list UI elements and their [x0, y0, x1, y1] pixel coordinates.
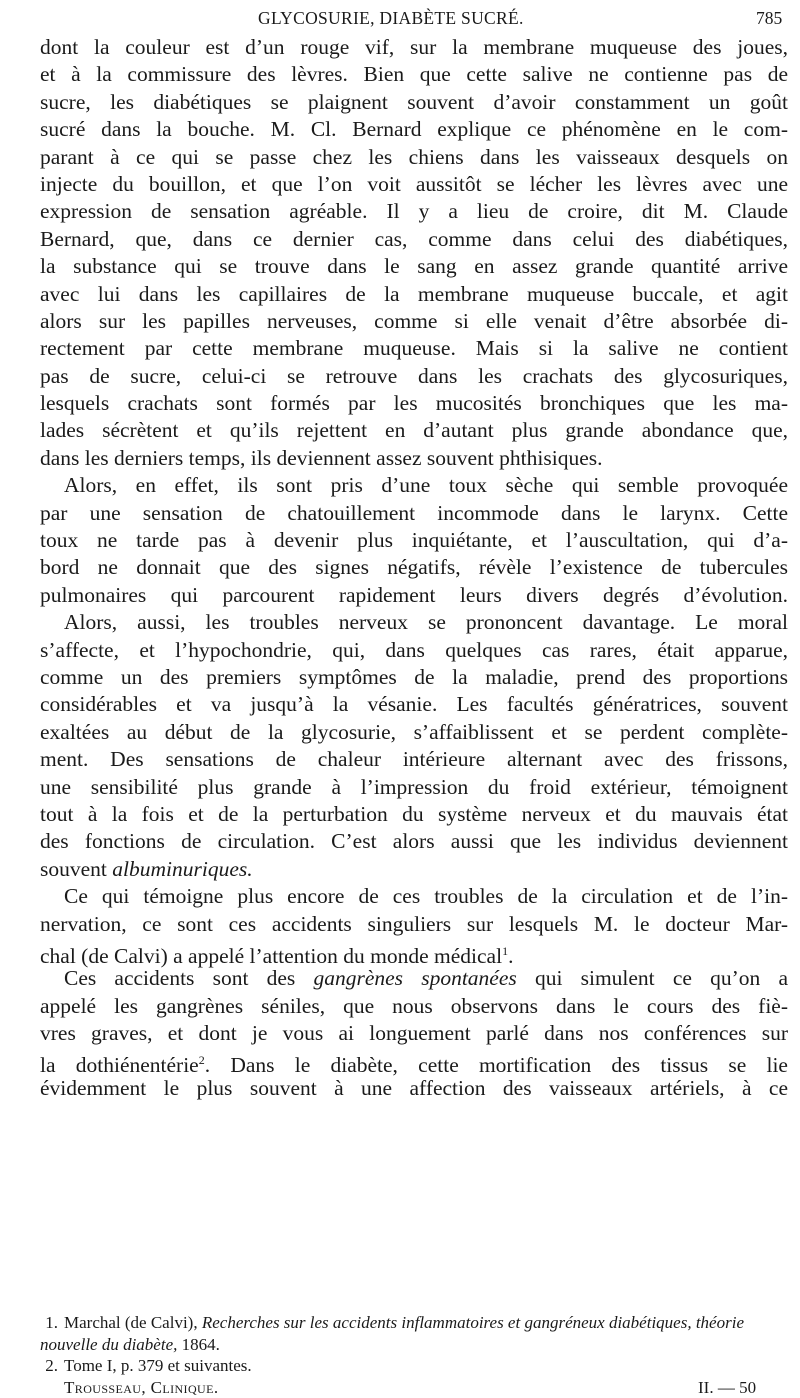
text-line: exaltées au début de la glycosurie, s’affaiblissent et se perdent complète- [40, 719, 788, 746]
footnote-number: 1. [40, 1312, 58, 1334]
text-line: vres graves, et dont je vous ai longuement parlé dans nos conférences sur [40, 1020, 788, 1047]
text-fragment: Ces accidents sont des [64, 966, 295, 990]
text-line: considérables et va jusqu’à la vésanie. Les facultés génératrices, souvent [40, 691, 788, 718]
text-fragment: . Dans le diabète, cette mortification des tissus se lie [205, 1054, 788, 1078]
text-line [40, 609, 788, 636]
text-fragment: Ce qui témoigne plus encore de ces troubles de la circulation et de l’in- [64, 884, 788, 908]
text-line: bord ne donnait que des signes négatifs, révèle l’existence de tubercules [40, 554, 788, 581]
footnote-2 [40, 1355, 788, 1377]
text-line: évidemment le plus souvent à une affection des vaisseaux artériels, à ce [40, 1075, 788, 1102]
text-fragment: Alors, en effet, ils sont pris d’une toux sèche qui semble provoquée [64, 473, 788, 497]
text-line: toux ne tarde pas à devenir plus inquiétante, et l’auscultation, qui d’a- [40, 527, 788, 554]
footnote-text: Tome I, p. 379 et suivantes. [64, 1356, 252, 1375]
text-line: ment. Des sensations de chaleur intérieure alternant avec des frissons, [40, 746, 788, 773]
text-line: s’affecte, et l’hypochondrie, qui, dans quelques cas rares, était apparue, [40, 637, 788, 664]
text-line: appelé les gangrènes séniles, que nous observons dans le cours des fiè- [40, 993, 788, 1020]
text-line: par une sensation de chatouillement incommode dans le larynx. Cette [40, 500, 788, 527]
text-line [40, 856, 788, 883]
text-line: des fonctions de circulation. C’est alors aussi que les individus deviennent [40, 828, 788, 855]
footnote-ref[interactable]: 1 [502, 944, 508, 958]
text-line [40, 938, 788, 965]
text-line: sucré dans la bouche. M. Cl. Bernard explique ce phénomène en le com- [40, 116, 788, 143]
footnote-year: 1864. [182, 1335, 220, 1354]
text-line [40, 472, 788, 499]
signature-line [40, 1377, 788, 1398]
italic-term: gangrènes spontanées [313, 966, 516, 990]
text-fragment: chal (de Calvi) a appelé l’attention du monde médical [40, 944, 502, 968]
text-line: comme un des premiers symptômes de la maladie, prend des proportions [40, 664, 788, 691]
text-line: dans les derniers temps, ils deviennent assez souvent phthisiques. [40, 445, 788, 472]
text-line: tout à la fois et de la perturbation du système nerveux et du mauvais état [40, 801, 788, 828]
text-line: rectement par cette membrane muqueuse. Mais si la salive ne contient [40, 335, 788, 362]
body-text [40, 34, 788, 1102]
text-line: dont la couleur est d’un rouge vif, sur la membrane muqueuse des joues, [40, 34, 788, 61]
text-line: Bernard, que, dans ce dernier cas, comme dans celui des diabétiques, [40, 226, 788, 253]
text-line: une sensibilité plus grande à l’impression du froid extérieur, témoignent [40, 774, 788, 801]
footnotes [40, 1312, 788, 1398]
footnote-1 [40, 1312, 788, 1355]
text-line: parant à ce qui se passe chez les chiens dans les vaisseaux desquels on [40, 144, 788, 171]
text-line: nervation, ce sont ces accidents singuliers sur lesquels M. le docteur Mar- [40, 911, 788, 938]
footnote-title: Recherches sur les accidents inflammatoires et gangréneux diabétiques, théorie nouvelle du diabète, [40, 1313, 744, 1354]
text-fragment: qui simulent ce qu’on a [535, 966, 788, 990]
running-title: GLYCOSURIE, DIABÈTE SUCRÉ. [258, 8, 524, 29]
signature: Trousseau, Clinique. [64, 1377, 218, 1398]
text-line: pas de sucre, celui-ci se retrouve dans les crachats des glycosuriques, [40, 363, 788, 390]
text-line: sucre, les diabétiques se plaignent souvent d’avoir constamment un goût [40, 89, 788, 116]
text-line [40, 883, 788, 910]
footnote-number: 2. [40, 1355, 58, 1377]
italic-term: albuminuriques. [112, 857, 252, 881]
text-fragment: souvent [40, 857, 107, 881]
text-line: et à la commissure des lèvres. Bien que cette salive ne contienne pas de [40, 61, 788, 88]
text-line: alors sur les papilles nerveuses, comme si elle venait d’être absorbée di- [40, 308, 788, 335]
text-fragment: la dothiénentérie [40, 1054, 199, 1078]
text-fragment: Alors, aussi, les troubles nerveux se prononcent davantage. Le moral [64, 610, 788, 634]
footnote-ref[interactable]: 2 [199, 1053, 205, 1067]
text-line: injecte du bouillon, et que l’on voit aussitôt se lécher les lèvres avec une [40, 171, 788, 198]
footnote-author: Marchal (de Calvi), [64, 1313, 198, 1332]
text-line: lesquels crachats sont formés par les mucosités bronchiques que les ma- [40, 390, 788, 417]
page-number: 785 [756, 8, 782, 29]
text-fragment: . [508, 944, 513, 968]
text-line [40, 1047, 788, 1074]
text-line: lades sécrètent et qu’ils rejettent en d’autant plus grande abondance que, [40, 417, 788, 444]
text-line: expression de sensation agréable. Il y a lieu de croire, dit M. Claude [40, 198, 788, 225]
text-line: avec lui dans les capillaires de la membrane muqueuse buccale, et agit [40, 281, 788, 308]
text-line: pulmonaires qui parcourent rapidement leurs divers degrés d’évolution. [40, 582, 788, 609]
text-line [40, 965, 788, 992]
sheet-mark: II. — 50 [698, 1377, 756, 1398]
text-line: la substance qui se trouve dans le sang en assez grande quantité arrive [40, 253, 788, 280]
